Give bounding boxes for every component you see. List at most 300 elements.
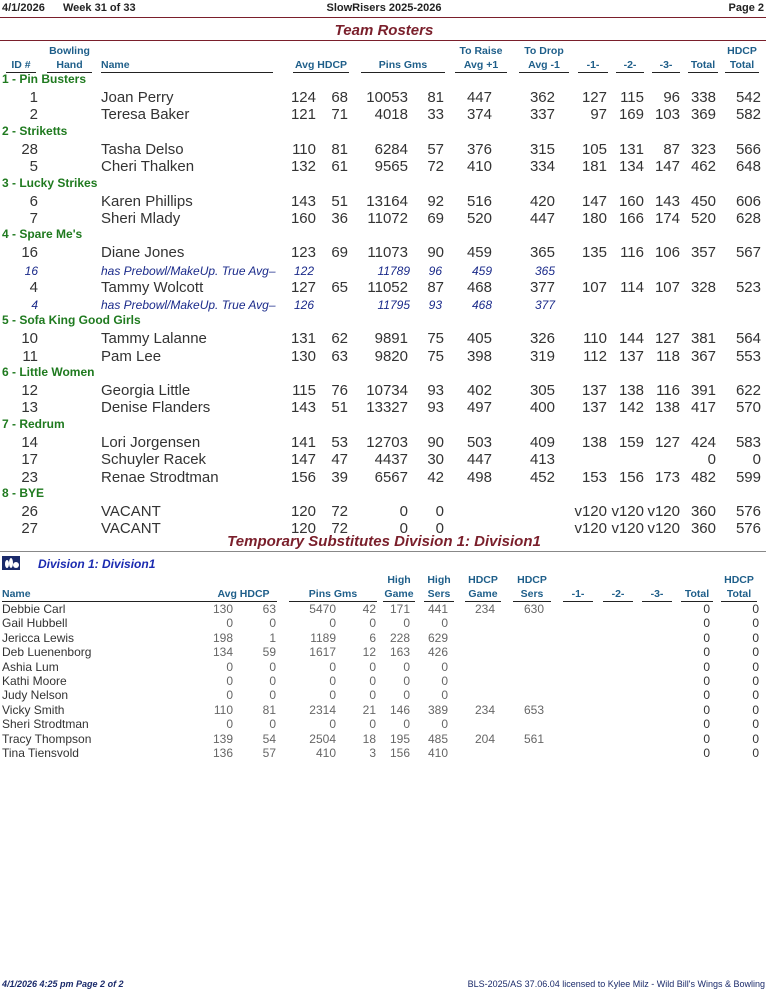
cell-avg: 120 bbox=[290, 520, 316, 538]
cell-g2: 137 bbox=[618, 347, 644, 365]
sub-cell-hs: 410 bbox=[427, 746, 448, 760]
cell-avg: 143 bbox=[290, 399, 316, 417]
sub-cell-name: Judy Nelson bbox=[2, 688, 69, 703]
team-header: 5 - Sofa King Good Girls bbox=[2, 313, 141, 328]
col-hdcp: HDCP bbox=[727, 45, 757, 57]
sub-cell-hdg: 234 bbox=[474, 602, 495, 616]
sub-col-hdcp-3: HDCP bbox=[724, 574, 754, 586]
cell-g1: v120 bbox=[574, 520, 607, 538]
cell-htotal: 566 bbox=[735, 140, 761, 158]
cell-total: 338 bbox=[690, 89, 716, 106]
cell-avg: 126 bbox=[293, 298, 314, 313]
cell-raise: 447 bbox=[466, 89, 492, 106]
cell-name: Tasha Delso bbox=[101, 140, 184, 158]
sub-cell-hs: 441 bbox=[427, 602, 448, 616]
cell-pins: 11072 bbox=[367, 210, 408, 227]
cell-g2: 142 bbox=[618, 399, 644, 417]
sub-cell-htotal: 0 bbox=[752, 746, 759, 760]
cell-total: 323 bbox=[690, 140, 716, 158]
sub-cell-avg: 198 bbox=[212, 630, 233, 645]
sub-col-high-sers: Sers bbox=[424, 588, 454, 602]
sub-cell-name: Gail Hubbell bbox=[2, 616, 68, 631]
cell-gms: 30 bbox=[427, 451, 444, 469]
cell-gms: 72 bbox=[427, 158, 444, 176]
cell-drop: 400 bbox=[529, 399, 555, 417]
cell-gms: 42 bbox=[427, 468, 444, 486]
cell-g1: 135 bbox=[581, 244, 607, 262]
cell-g3: 127 bbox=[654, 433, 680, 451]
cell-id: 7 bbox=[29, 210, 38, 227]
sub-col-hdcp-total: Total bbox=[721, 588, 757, 602]
cell-pins: 13164 bbox=[366, 192, 408, 210]
cell-g1: 110 bbox=[583, 330, 607, 348]
cell-total: 369 bbox=[690, 106, 716, 124]
col-avg-hdcp: Avg HDCP bbox=[294, 59, 348, 71]
cell-htotal: 576 bbox=[735, 503, 761, 520]
cell-g2: 159 bbox=[618, 433, 644, 451]
sub-cell-htotal: 0 bbox=[752, 602, 759, 616]
cell-g1: 181 bbox=[581, 158, 607, 176]
bowling-pins-icon bbox=[2, 556, 20, 570]
sub-col-name: Name bbox=[2, 588, 217, 602]
cell-gms: 93 bbox=[427, 382, 444, 399]
sub-cell-hg: 0 bbox=[403, 688, 410, 703]
cell-g3: 147 bbox=[654, 158, 680, 176]
team-header: 3 - Lucky Strikes bbox=[2, 175, 98, 190]
col-game-1: -1- bbox=[578, 59, 608, 73]
team-header: 8 - BYE bbox=[2, 486, 45, 500]
cell-htotal: 542 bbox=[735, 89, 761, 106]
cell-id: 14 bbox=[21, 433, 38, 451]
cell-htotal: 582 bbox=[735, 106, 761, 124]
cell-avg: 115 bbox=[292, 382, 316, 399]
sub-col-game-3: -3- bbox=[642, 588, 672, 602]
sub-cell-hs: 0 bbox=[441, 616, 448, 631]
sub-cell-total: 0 bbox=[703, 659, 710, 674]
col-pins-gms: Pins Gms bbox=[361, 59, 445, 73]
cell-id: 17 bbox=[21, 451, 38, 469]
cell-g3: 87 bbox=[663, 140, 680, 158]
sub-cell-hdcp: 81 bbox=[262, 702, 276, 717]
cell-gms: 90 bbox=[427, 244, 444, 262]
sub-cell-avg: 0 bbox=[226, 674, 233, 688]
cell-hdcp: 65 bbox=[331, 278, 348, 296]
sub-cell-name: Tracy Thompson bbox=[2, 731, 92, 746]
cell-g3: 96 bbox=[663, 89, 680, 106]
sub-cell-total: 0 bbox=[703, 702, 710, 717]
cell-avg: 127 bbox=[290, 278, 316, 296]
cell-name: VACANT bbox=[101, 520, 161, 538]
sub-cell-gms: 0 bbox=[369, 616, 376, 631]
sub-cell-htotal: 0 bbox=[752, 674, 759, 688]
cell-avg: 130 bbox=[290, 347, 316, 365]
sub-cell-pins: 0 bbox=[329, 717, 336, 732]
sub-cell-htotal: 0 bbox=[752, 702, 759, 717]
cell-drop: 420 bbox=[529, 192, 555, 210]
cell-name: Renae Strodtman bbox=[101, 468, 219, 486]
footer-timestamp: 4/1/2026 4:25 pm Page 2 of 2 bbox=[2, 979, 124, 989]
cell-id: 12 bbox=[21, 382, 38, 399]
cell-avg: 147 bbox=[290, 451, 316, 469]
cell-hdcp: 69 bbox=[331, 244, 348, 262]
sub-cell-hdcp: 57 bbox=[262, 746, 276, 760]
cell-gms: 0 bbox=[435, 503, 444, 520]
sub-cell-pins: 0 bbox=[329, 616, 336, 631]
cell-g2: v120 bbox=[611, 520, 644, 538]
cell-avg: 156 bbox=[290, 468, 316, 486]
cell-hdcp: 81 bbox=[331, 140, 348, 158]
cell-raise: 516 bbox=[466, 192, 492, 210]
sub-cell-hg: 0 bbox=[403, 674, 410, 688]
sub-col-game-1: -1- bbox=[563, 588, 593, 602]
sub-cell-hds: 630 bbox=[523, 602, 544, 616]
cell-id: 11 bbox=[22, 347, 38, 365]
cell-g3: 174 bbox=[654, 210, 680, 227]
cell-avg: 132 bbox=[290, 158, 316, 176]
cell-g2: 160 bbox=[618, 192, 644, 210]
report-date: 4/1/2026 bbox=[2, 2, 45, 14]
cell-drop: 334 bbox=[529, 158, 555, 176]
cell-gms: 81 bbox=[427, 89, 444, 106]
cell-htotal: 0 bbox=[752, 451, 761, 469]
col-hand: Hand bbox=[47, 59, 92, 73]
cell-pins: 9891 bbox=[374, 330, 408, 348]
cell-g3: 107 bbox=[654, 278, 680, 296]
cell-name: Pam Lee bbox=[101, 347, 162, 365]
sub-col-high: High bbox=[387, 574, 411, 586]
cell-g1: 147 bbox=[581, 192, 607, 210]
sub-cell-hdcp: 0 bbox=[269, 659, 276, 674]
sub-cell-hs: 389 bbox=[427, 702, 448, 717]
cell-total: 367 bbox=[690, 347, 716, 365]
sub-cell-gms: 42 bbox=[362, 602, 376, 616]
cell-avg: 123 bbox=[290, 244, 316, 262]
cell-raise: 410 bbox=[466, 158, 492, 176]
cell-g3: 106 bbox=[654, 244, 680, 262]
sub-cell-total: 0 bbox=[703, 688, 710, 703]
sub-cell-gms: 6 bbox=[369, 630, 376, 645]
sub-cell-name: Debbie Carl bbox=[2, 602, 66, 616]
sub-cell-hg: 228 bbox=[389, 630, 410, 645]
page-number: Page 2 bbox=[728, 2, 764, 14]
sub-cell-avg: 134 bbox=[212, 645, 233, 660]
cell-g3: v120 bbox=[647, 503, 680, 520]
sub-cell-gms: 0 bbox=[369, 659, 376, 674]
sub-cell-pins: 410 bbox=[315, 746, 336, 760]
cell-hdcp: 72 bbox=[331, 520, 348, 538]
cell-pins: 9820 bbox=[374, 347, 408, 365]
cell-pins: 13327 bbox=[366, 399, 408, 417]
sub-col-game-2: -2- bbox=[603, 588, 633, 602]
cell-avg: 110 bbox=[292, 140, 316, 158]
team-header: 2 - Striketts bbox=[2, 123, 68, 138]
sub-cell-pins: 0 bbox=[329, 659, 336, 674]
sub-cell-avg: 0 bbox=[226, 659, 233, 674]
cell-gms: 92 bbox=[427, 192, 444, 210]
header-rule bbox=[0, 17, 766, 18]
cell-total: 360 bbox=[690, 503, 716, 520]
cell-drop: 452 bbox=[529, 468, 555, 486]
sub-cell-gms: 18 bbox=[362, 731, 376, 746]
cell-total: 328 bbox=[690, 278, 716, 296]
cell-hdcp: 39 bbox=[331, 468, 348, 486]
sub-cell-hdcp: 59 bbox=[262, 645, 276, 660]
sub-cell-total: 0 bbox=[703, 616, 710, 631]
cell-g2: v120 bbox=[611, 503, 644, 520]
cell-gms: 96 bbox=[428, 263, 442, 278]
cell-name: Teresa Baker bbox=[101, 106, 190, 124]
cell-drop: 413 bbox=[529, 451, 555, 469]
sub-cell-total: 0 bbox=[703, 645, 710, 660]
sub-col-hdcp: HDCP bbox=[468, 574, 498, 586]
cell-drop: 365 bbox=[534, 263, 555, 278]
cell-htotal: 567 bbox=[735, 244, 761, 262]
team-header: 7 - Redrum bbox=[2, 416, 65, 431]
cell-g3: 143 bbox=[654, 192, 680, 210]
sub-cell-pins: 0 bbox=[329, 674, 336, 688]
cell-g3: 138 bbox=[654, 399, 680, 417]
cell-htotal: 583 bbox=[735, 433, 761, 451]
cell-g2: 131 bbox=[618, 140, 644, 158]
sub-cell-htotal: 0 bbox=[752, 688, 759, 703]
sub-cell-htotal: 0 bbox=[752, 731, 759, 746]
cell-name: Joan Perry bbox=[101, 89, 174, 106]
sub-col-avg-hdcp: Avg HDCP bbox=[210, 588, 277, 602]
substitutes-rule bbox=[0, 551, 766, 552]
sub-cell-htotal: 0 bbox=[752, 645, 759, 660]
cell-gms: 75 bbox=[427, 347, 444, 365]
sub-cell-avg: 136 bbox=[212, 746, 233, 760]
cell-pins: 9565 bbox=[374, 158, 408, 176]
cell-g1: 153 bbox=[581, 468, 607, 486]
league-name: SlowRisers 2025-2026 bbox=[326, 2, 442, 14]
cell-gms: 57 bbox=[427, 140, 444, 158]
sub-cell-hdcp: 63 bbox=[262, 602, 276, 616]
team-header: 6 - Little Women bbox=[2, 365, 95, 379]
sub-cell-gms: 0 bbox=[369, 688, 376, 703]
sub-cell-name: Tina Tiensvold bbox=[2, 746, 79, 760]
cell-g1: 127 bbox=[581, 89, 607, 106]
cell-g2: 138 bbox=[618, 382, 644, 399]
cell-g1: 138 bbox=[581, 433, 607, 451]
cell-avg: 131 bbox=[290, 330, 316, 348]
cell-raise: 459 bbox=[471, 263, 492, 278]
cell-hdcp: 51 bbox=[331, 192, 348, 210]
cell-total: 417 bbox=[690, 399, 716, 417]
cell-g3: 173 bbox=[654, 468, 680, 486]
cell-g2: 116 bbox=[620, 244, 644, 262]
cell-name: VACANT bbox=[101, 503, 161, 520]
sub-cell-avg: 110 bbox=[213, 702, 233, 717]
cell-drop: 409 bbox=[529, 433, 555, 451]
title-rule bbox=[0, 40, 766, 41]
cell-drop: 315 bbox=[529, 140, 555, 158]
cell-g3: 127 bbox=[654, 330, 680, 348]
sub-cell-hdcp: 1 bbox=[269, 630, 276, 645]
cell-total: 520 bbox=[690, 210, 716, 227]
cell-raise: 374 bbox=[466, 106, 492, 124]
sub-cell-gms: 3 bbox=[369, 746, 376, 760]
sub-cell-hs: 0 bbox=[441, 674, 448, 688]
cell-htotal: 523 bbox=[735, 278, 761, 296]
cell-raise: 402 bbox=[466, 382, 492, 399]
cell-pins: 11789 bbox=[377, 263, 410, 278]
team-header: 4 - Spare Me's bbox=[2, 227, 83, 242]
cell-id: 26 bbox=[21, 503, 38, 520]
cell-id: 16 bbox=[21, 244, 38, 262]
cell-raise: 405 bbox=[466, 330, 492, 348]
col-game-2: -2- bbox=[616, 59, 644, 73]
cell-g1: v120 bbox=[574, 503, 607, 520]
cell-g2: 134 bbox=[618, 158, 644, 176]
sub-col-hdcp-game: Game bbox=[465, 588, 501, 602]
sub-cell-avg: 139 bbox=[212, 731, 233, 746]
division-label: Division 1: Division1 bbox=[38, 557, 156, 571]
cell-id: 1 bbox=[29, 89, 38, 106]
sub-cell-name: Jericca Lewis bbox=[2, 630, 75, 645]
cell-gms: 93 bbox=[428, 298, 442, 313]
cell-pins: 10734 bbox=[366, 382, 408, 399]
cell-name: has Prebowl/MakeUp. True Avg– bbox=[101, 263, 276, 278]
cell-id: 5 bbox=[29, 158, 38, 176]
sub-cell-hg: 0 bbox=[403, 717, 410, 732]
sub-cell-hdcp: 0 bbox=[269, 717, 276, 732]
sub-col-high-game: Game bbox=[384, 588, 414, 600]
substitutes-title: Temporary Substitutes Division 1: Division1 bbox=[227, 533, 541, 550]
sub-cell-hs: 629 bbox=[427, 630, 448, 645]
cell-name: Diane Jones bbox=[101, 244, 185, 262]
cell-g3: 118 bbox=[656, 347, 680, 365]
cell-total: 381 bbox=[690, 330, 716, 348]
cell-avg: 120 bbox=[290, 503, 316, 520]
cell-avg: 143 bbox=[290, 192, 316, 210]
cell-g3: 103 bbox=[654, 106, 680, 124]
col-avg-minus-1: Avg -1 bbox=[519, 59, 569, 73]
cell-pins: 0 bbox=[399, 503, 408, 520]
col-avg-plus-1: Avg +1 bbox=[455, 59, 507, 73]
cell-total: 0 bbox=[707, 451, 716, 469]
cell-drop: 305 bbox=[529, 382, 555, 399]
cell-name: Cheri Thalken bbox=[101, 158, 195, 176]
cell-g2: 156 bbox=[618, 468, 644, 486]
cell-raise: 398 bbox=[466, 347, 492, 365]
cell-hdcp: 71 bbox=[331, 106, 348, 124]
sub-cell-hdcp: 0 bbox=[269, 688, 276, 703]
cell-gms: 33 bbox=[427, 106, 444, 124]
cell-hdcp: 62 bbox=[331, 330, 348, 348]
cell-gms: 90 bbox=[427, 433, 444, 451]
cell-id: 16 bbox=[24, 263, 38, 278]
sub-cell-pins: 1617 bbox=[309, 645, 336, 660]
sub-cell-hs: 426 bbox=[427, 645, 448, 660]
cell-hdcp: 47 bbox=[331, 451, 348, 469]
cell-id: 4 bbox=[29, 278, 38, 296]
sub-col-total: Total bbox=[681, 588, 713, 602]
cell-pins: 6567 bbox=[374, 468, 408, 486]
cell-g1: 137 bbox=[581, 399, 607, 417]
cell-g2: 169 bbox=[618, 106, 644, 124]
cell-name: Karen Phillips bbox=[101, 192, 193, 210]
cell-htotal: 622 bbox=[735, 382, 761, 399]
sub-cell-total: 0 bbox=[703, 630, 710, 645]
cell-name: has Prebowl/MakeUp. True Avg– bbox=[101, 298, 276, 313]
sub-cell-gms: 21 bbox=[362, 702, 376, 717]
sub-cell-name: Ashia Lum bbox=[2, 659, 59, 674]
cell-hdcp: 76 bbox=[331, 382, 348, 399]
col-name: Name bbox=[101, 59, 273, 73]
sub-cell-hds: 561 bbox=[523, 731, 544, 746]
cell-htotal: 606 bbox=[735, 192, 761, 210]
sub-cell-hg: 163 bbox=[389, 645, 410, 660]
cell-total: 360 bbox=[690, 520, 716, 538]
cell-id: 27 bbox=[21, 520, 38, 538]
cell-pins: 4437 bbox=[374, 451, 408, 469]
sub-cell-total: 0 bbox=[703, 674, 710, 688]
cell-htotal: 564 bbox=[735, 330, 761, 348]
sub-cell-pins: 2314 bbox=[309, 702, 336, 717]
cell-name: Schuyler Racek bbox=[101, 451, 207, 469]
cell-htotal: 628 bbox=[735, 210, 761, 227]
cell-name: Tammy Wolcott bbox=[101, 278, 204, 296]
cell-gms: 69 bbox=[427, 210, 444, 227]
col-to-drop: To Drop bbox=[524, 45, 564, 57]
sub-cell-htotal: 0 bbox=[752, 717, 759, 732]
sub-cell-hdcp: 0 bbox=[269, 674, 276, 688]
week-label: Week 31 of 33 bbox=[63, 2, 136, 14]
cell-pins: 10053 bbox=[366, 89, 408, 106]
sub-cell-hg: 146 bbox=[389, 702, 410, 717]
sub-cell-name: Vicky Smith bbox=[2, 702, 65, 717]
sub-cell-hdg: 204 bbox=[474, 731, 495, 746]
sub-cell-hs: 0 bbox=[441, 688, 448, 703]
sub-cell-hs: 0 bbox=[441, 659, 448, 674]
cell-drop: 319 bbox=[529, 347, 555, 365]
col-bowling: Bowling bbox=[49, 45, 90, 57]
sub-cell-total: 0 bbox=[703, 731, 710, 746]
cell-hdcp: 63 bbox=[331, 347, 348, 365]
sub-cell-hg: 195 bbox=[389, 731, 410, 746]
sub-cell-name: Kathi Moore bbox=[2, 674, 67, 688]
cell-gms: 75 bbox=[427, 330, 444, 348]
cell-drop: 365 bbox=[529, 244, 555, 262]
cell-id: 13 bbox=[21, 399, 38, 417]
cell-pins: 11052 bbox=[367, 278, 408, 296]
cell-g1: 97 bbox=[590, 106, 607, 124]
cell-pins: 11795 bbox=[377, 298, 410, 313]
sub-cell-hg: 156 bbox=[389, 746, 410, 760]
sub-cell-gms: 0 bbox=[369, 717, 376, 732]
cell-raise: 503 bbox=[466, 433, 492, 451]
cell-avg: 124 bbox=[290, 89, 316, 106]
cell-id: 10 bbox=[21, 330, 38, 348]
sub-cell-gms: 12 bbox=[362, 645, 376, 660]
sub-cell-avg: 130 bbox=[212, 602, 233, 616]
cell-id: 28 bbox=[21, 140, 38, 158]
sub-cell-pins: 5470 bbox=[309, 602, 336, 616]
cell-raise: 520 bbox=[466, 210, 492, 227]
sub-cell-hs: 485 bbox=[427, 731, 448, 746]
sub-cell-pins: 0 bbox=[329, 688, 336, 703]
cell-raise: 447 bbox=[466, 451, 492, 469]
col-id: ID # bbox=[6, 59, 36, 73]
sub-col-hdcp-2: HDCP bbox=[517, 574, 547, 586]
cell-name: Georgia Little bbox=[101, 382, 191, 399]
cell-id: 4 bbox=[31, 298, 38, 313]
cell-htotal: 570 bbox=[735, 399, 761, 417]
cell-drop: 337 bbox=[529, 106, 555, 124]
cell-raise: 376 bbox=[466, 140, 492, 158]
sub-cell-name: Deb Luenenborg bbox=[2, 645, 92, 660]
